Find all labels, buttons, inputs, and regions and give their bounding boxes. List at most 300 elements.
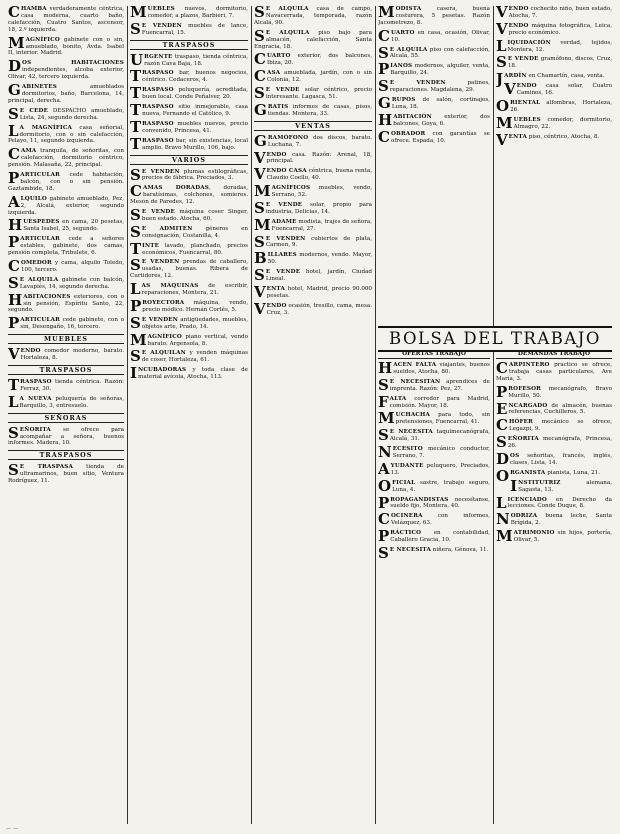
column-rule — [251, 6, 252, 824]
drop-cap: C — [496, 362, 508, 377]
ad-heading: E ALQUILA — [389, 46, 428, 53]
ad-heading: E VENDEN — [141, 259, 180, 266]
classified-ad — [254, 67, 372, 86]
ad-heading: ENTA — [508, 133, 528, 140]
ad-text: informes de casas, pisos, tiendas. Montera, 33. — [267, 103, 372, 117]
drop-cap: S — [254, 198, 265, 217]
drop-cap: S — [8, 273, 19, 292]
ad-text: exteriores, con o sin pensión, Espíritu Santo, 22, segundo. — [8, 293, 124, 314]
ad-text: dos discos, barato. Luchana, 7. — [267, 134, 372, 148]
drop-cap: S — [8, 423, 19, 442]
ad-heading: ODISTA — [395, 6, 422, 12]
ad-heading: AMA — [20, 148, 37, 155]
drop-cap: O — [496, 96, 510, 115]
ad-text: para todo, sin pretensiones, Fuencarral, 41. — [395, 412, 490, 426]
drop-cap: V — [496, 19, 508, 38]
ad-heading: E VENDEN — [141, 316, 179, 323]
classified-ad — [496, 96, 612, 115]
classified-ad — [496, 416, 612, 435]
ad-heading: E VENDE — [265, 87, 300, 94]
classified-ad — [130, 165, 248, 184]
ad-heading: AGNÍFICO — [25, 36, 60, 43]
classified-ad — [8, 392, 124, 411]
drop-cap: E — [496, 399, 508, 418]
drop-cap: G — [254, 100, 267, 119]
ad-text: de almacén, buenas referencias, Cuchilleros, 5. — [508, 402, 612, 416]
ad-text: bar, sin existencias, local amplio. Bravo Murillo, 106, bajo. — [142, 137, 248, 151]
ad-heading: RGANISTA — [510, 469, 546, 476]
ad-heading: E ALQUILA — [19, 276, 59, 283]
classified-ad — [8, 233, 124, 257]
drop-cap: S — [130, 313, 141, 332]
ad-heading: UEBLES — [147, 6, 175, 12]
drop-cap: C — [378, 26, 390, 45]
classified-ad — [130, 206, 248, 225]
ad-text: independientes, alcoba exterior, Olivar, 42, tercero izquierda. — [8, 67, 124, 81]
ad-heading: LQUILO — [20, 195, 47, 202]
ad-heading: RASPASO — [142, 70, 174, 77]
ad-heading: HAMBA — [20, 6, 47, 12]
drop-cap: S — [130, 222, 141, 241]
ad-heading: EÑORITA — [19, 426, 51, 433]
classified-ad — [378, 93, 490, 112]
drop-cap: S — [8, 461, 19, 480]
ad-text: exterior, dos balcones, Goya, 6. — [393, 113, 490, 127]
classified-ad — [378, 409, 490, 428]
classified-ad — [8, 345, 124, 364]
classified-ad — [8, 104, 124, 123]
drop-cap: V — [504, 80, 516, 99]
drop-cap: L — [8, 121, 19, 140]
ad-heading: ARTICULAR — [20, 236, 61, 243]
ad-heading: ARDÍN — [504, 73, 527, 80]
drop-cap: T — [130, 84, 142, 103]
ad-text: sastre, trabajo seguro, Luna, 4. — [392, 479, 490, 493]
drop-cap: C — [378, 127, 390, 146]
drop-cap: S — [496, 433, 507, 452]
classified-ad — [130, 67, 248, 86]
drop-cap: U — [130, 50, 144, 69]
drop-cap: M — [130, 330, 147, 349]
drop-cap: F — [378, 392, 389, 411]
ad-text: bar, buenos negocios, céntrico. Cedaceros, 4. — [142, 70, 248, 84]
classified-ad — [130, 117, 248, 136]
drop-cap: V — [496, 6, 508, 21]
ad-heading: ARTICULAR — [20, 317, 61, 324]
ad-heading: A MAGNÍFICA — [19, 124, 73, 131]
ad-heading: ABITACIÓN — [393, 113, 432, 120]
ad-heading: RASPASO — [142, 120, 174, 127]
drop-cap: S — [496, 53, 507, 72]
classified-ad — [8, 145, 124, 169]
ad-heading: RATIS — [267, 103, 289, 110]
classified-ad — [378, 375, 490, 394]
classified-ad — [378, 527, 490, 546]
drop-cap: P — [378, 527, 390, 546]
classified-ad — [130, 6, 248, 20]
ad-text: piso con calefacción, Alcalá, 55. — [389, 46, 490, 60]
drop-cap: H — [378, 110, 393, 129]
drop-cap: M — [254, 215, 271, 234]
classified-ad — [254, 198, 372, 217]
ad-text: patines, reparaciones. Magdalena, 29. — [389, 80, 490, 94]
demandas-heading: DEMANDAS TRABAJO — [496, 351, 612, 359]
section-heading: SEÑORAS — [8, 413, 124, 423]
ad-heading: ARPINTERO — [508, 362, 550, 368]
ad-text: alemana, Sagasta, 13. — [518, 479, 612, 493]
drop-cap: C — [496, 416, 508, 435]
drop-cap: V — [254, 283, 266, 301]
ad-text: piso, céntrico, Atocha, 8. — [527, 133, 600, 140]
classified-ad — [8, 216, 124, 235]
drop-cap: P — [496, 382, 508, 401]
classified-ad — [130, 19, 248, 38]
ad-text: máquina, vendo, precio módico. Hernán Cortés, 5. — [142, 300, 248, 313]
ad-text: comedor, dormitorio, Almagro, 22. — [513, 116, 612, 130]
ad-heading: E ALQUILA — [265, 6, 309, 12]
ad-heading: ASA — [266, 70, 281, 77]
ad-heading: UEBLES — [513, 116, 541, 123]
ad-heading: ICENCIADO — [507, 496, 547, 503]
ad-text: máquina fotográfica, Leica, precio económico. — [508, 22, 612, 36]
ad-text: gabinete amueblado, Pez, 2, Alcalá, exterior, segundo izquierda. — [8, 195, 124, 216]
ad-text: gramófono, discos, Cruz, 18. — [507, 56, 612, 70]
ad-text: solar, propio para industria, Delicias, 14. — [265, 201, 372, 215]
drop-cap: V — [8, 345, 20, 364]
ad-heading: ALTA — [389, 395, 407, 402]
classified-ad — [378, 110, 490, 129]
drop-cap: S — [254, 84, 265, 103]
classified-ad — [254, 215, 372, 234]
drop-cap: L — [496, 36, 507, 55]
ad-heading: NSTITUTRIZ — [518, 479, 561, 486]
classified-ad — [496, 130, 612, 149]
ad-text: peluquería de señoras, Barquillo, 3, entresuelo. — [19, 395, 124, 409]
ad-text: casa señorial, dormitorio, con o sin calefacción, Pelayo, 11, segundo izquierda. — [8, 124, 124, 145]
drop-cap: D — [8, 57, 22, 76]
classified-ad — [130, 256, 248, 280]
ad-heading: ENDO — [508, 6, 529, 12]
ad-heading: ABITACIONES — [23, 293, 71, 300]
drop-cap: S — [130, 19, 141, 38]
ad-text: taquimecanógrafa, Alcalá, 31. — [389, 429, 490, 443]
classified-ad — [378, 476, 490, 495]
classified-ad — [254, 299, 372, 318]
ad-text: muebles nuevos, precio convenido, Princesa, 41. — [142, 120, 248, 134]
ad-text: de salón, cortinajes, Luna, 18. — [391, 96, 490, 110]
ad-text: gabinete con o sin, amueblado, bonito, Avda. Isabel II, interior. Madrid. — [8, 36, 124, 57]
classified-ad — [130, 347, 248, 366]
classified-ad — [496, 19, 612, 38]
ad-heading: E NECESITA — [389, 546, 431, 553]
ad-heading: ENDO — [20, 348, 41, 355]
ad-text: en casa, ocasión, Olivar, 10. — [390, 29, 490, 43]
classified-ad — [8, 81, 124, 105]
ad-heading: OBRADOR — [390, 130, 426, 137]
ad-heading: E VENDEN — [265, 235, 306, 242]
classified-ad — [378, 127, 490, 146]
ad-text: antigüedades, muebles, objetos arte, Prado, 14. — [141, 316, 248, 330]
drop-cap: T — [130, 67, 142, 86]
ad-text: mecánico se ofrece, Legazpi, 9. — [508, 419, 612, 433]
drop-cap: S — [378, 375, 389, 394]
section-heading: VARIOS — [130, 155, 248, 165]
drop-cap: V — [496, 130, 508, 149]
drop-cap: M — [496, 527, 513, 546]
ad-heading: AGNÍFICO — [147, 333, 182, 340]
ad-heading: E NECESITA — [389, 429, 433, 436]
ad-heading: RUPOS — [391, 96, 416, 103]
ad-heading: E VENDE — [265, 201, 303, 208]
ad-heading: ILLARES — [267, 252, 297, 259]
ad-text: buena leche, Santa Brígida, 2. — [510, 513, 612, 527]
ad-text: muebles de lance, Fuencarral, 15. — [141, 22, 248, 36]
classified-ad — [254, 6, 372, 27]
ad-heading: RASPASO — [142, 104, 174, 111]
classified-ad — [8, 314, 124, 333]
ad-text: sitio inmejorable, casa nueva, Fernando el Católico, 9. — [142, 104, 248, 117]
column-5 — [496, 6, 612, 324]
ad-text: amueblados dormitorios, baño, Barcelona, 14, principal, derecha. — [8, 84, 124, 104]
classified-ad — [378, 43, 490, 62]
drop-cap: M — [130, 6, 147, 21]
ad-text: y toda clase de material avícola, Atocha, 113. — [138, 367, 248, 381]
ad-text: corredor para Madrid, comisión. Mayor, 18. — [389, 395, 490, 409]
classified-ad — [8, 192, 124, 217]
classified-ad — [254, 50, 372, 69]
ad-heading: RASPASO — [142, 87, 174, 94]
ad-text: piano vertical, vendo barato. Argensola, 8. — [147, 333, 248, 347]
ad-text: hotel, Madrid, precio 90.000 pesetas. — [266, 286, 372, 299]
classified-ad — [130, 297, 248, 315]
ad-heading: ROYECTORA — [142, 300, 185, 306]
classified-ad — [496, 433, 612, 452]
ad-heading: E VENDEN — [141, 22, 182, 29]
drop-cap: T — [130, 101, 142, 120]
ad-text: casa. Razón: Arenal, 18, principal. — [266, 151, 372, 165]
classified-ad — [254, 100, 372, 119]
drop-cap: B — [254, 249, 267, 268]
ad-text: modista, trajes de señora, Fuencarral, 27. — [271, 218, 372, 232]
classified-ad — [254, 283, 372, 301]
drop-cap: H — [378, 362, 393, 377]
classified-ad — [254, 26, 372, 51]
drop-cap: C — [130, 182, 142, 201]
classified-ad — [8, 375, 124, 394]
ad-heading: E ALQUILA — [265, 29, 310, 36]
ad-heading: RIENTAL — [510, 99, 541, 106]
drop-cap: P — [378, 60, 390, 79]
drop-cap: O — [496, 466, 510, 485]
drop-cap: M — [496, 113, 513, 132]
ad-text: traspaso, tienda céntrica, razón Cava Baja, 18. — [144, 53, 248, 67]
ad-text: tranquila, de señoritas, con calefacción, dormitorio céntrico, pensión. Malasaña, 22, principal. — [8, 148, 124, 169]
ad-text: muebles, vendo, Serrano, 52. — [271, 185, 372, 199]
ofertas-heading: OFERTAS TRABAJO — [378, 351, 490, 359]
drop-cap: D — [496, 449, 510, 468]
ad-heading: E ALQUILAN — [141, 350, 186, 357]
ad-text: peluquería, acreditada, buen local. Conde Peñalver, 20. — [142, 87, 248, 101]
classified-ad — [496, 80, 612, 99]
ad-heading: AS MÁQUINAS — [141, 283, 199, 290]
ad-text: casa solar, Cuatro Caminos, 16. — [516, 83, 612, 97]
ad-heading: E VENDEN — [141, 168, 180, 175]
ad-heading: ENDO — [266, 151, 287, 158]
drop-cap: I — [510, 476, 518, 495]
drop-cap: S — [378, 426, 389, 445]
drop-cap: S — [378, 543, 389, 562]
classified-ad — [496, 362, 612, 383]
ad-text: DESPACHO amueblado, Lista, 24, segundo derecha. — [19, 107, 124, 121]
classified-ad — [378, 426, 490, 445]
ad-heading: E VENDE — [141, 209, 175, 216]
classified-ad — [378, 493, 490, 512]
ad-heading: OCINERA — [390, 513, 423, 520]
ad-heading: E VENDE — [507, 56, 539, 63]
classified-ad — [130, 222, 248, 241]
ad-text: cubiertos de plata, Carmen, 9. — [265, 235, 372, 249]
drop-cap: P — [378, 493, 390, 512]
drop-cap: S — [8, 104, 19, 123]
ad-heading: A NUEVA — [19, 395, 52, 402]
ad-heading: ENTA — [266, 286, 286, 292]
ad-heading: RASPASO — [20, 378, 52, 385]
drop-cap: G — [254, 131, 267, 150]
ad-text: cede gabinete, con o sin, Desengaño, 16, tercero. — [20, 317, 124, 331]
ad-text: exterior, dos balcones, Ibiza, 20. — [266, 53, 372, 67]
drop-cap: N — [378, 443, 392, 462]
ad-text: en cama, 20 pesetas, Santa Isabel, 25, segundo. — [23, 219, 124, 233]
classified-ad — [8, 423, 124, 448]
drop-cap: V — [254, 165, 266, 184]
ad-text: sin hijos, portería, Olivar, 5. — [513, 530, 612, 544]
ad-heading: RASPASO — [142, 137, 174, 144]
classified-ad — [8, 6, 124, 34]
section-heading: TRASPASOS — [8, 450, 124, 460]
classified-ad — [8, 257, 124, 275]
classified-ad — [254, 84, 372, 103]
ad-heading: ABINETES — [21, 84, 57, 91]
page-footer-mark: — — — [6, 826, 19, 832]
ad-text: pianista, Luna, 21. — [545, 469, 601, 476]
drop-cap: S — [130, 256, 141, 275]
ad-heading: AMAS DORADAS — [142, 185, 210, 192]
drop-cap: C — [8, 145, 20, 164]
ad-text: con garantías se ofrece. Espada, 10. — [390, 130, 490, 144]
classified-ad — [496, 113, 612, 132]
classified-ad — [378, 26, 490, 45]
classified-ad — [378, 60, 490, 79]
ad-heading: ODRIZA — [510, 513, 538, 520]
ad-text: con informes, Velázquez, 63. — [390, 513, 490, 527]
classified-ad — [496, 510, 612, 529]
classified-ad — [378, 543, 490, 562]
ad-heading: E VENDE — [265, 269, 301, 276]
drop-cap: P — [130, 297, 142, 315]
section-heading: VENTAS — [254, 121, 372, 131]
classified-ad — [130, 134, 248, 153]
ad-text: en Derecho da lecciones. Conde Duque, 8. — [507, 496, 612, 510]
ad-heading: E NECESITAN — [389, 378, 441, 385]
ad-heading: ROPAGANDISTAS — [390, 496, 449, 503]
ad-text: práctico se ofrece, trabaja casas particulares, Ave María, 3. — [496, 362, 612, 382]
ad-text: mecanógrafa, Princesa, 26. — [507, 436, 612, 450]
ad-heading: UARTO — [390, 29, 415, 36]
ad-heading: ADAME — [271, 218, 297, 225]
classified-ad — [8, 57, 124, 81]
drop-cap: S — [130, 347, 141, 366]
section-heading: TRASPASOS — [130, 40, 248, 50]
drop-cap: M — [378, 409, 395, 428]
drop-cap: M — [254, 182, 271, 201]
drop-cap: M — [8, 33, 25, 52]
ad-heading: ACEN FALTA — [393, 362, 437, 368]
drop-cap: H — [8, 216, 23, 235]
drop-cap: S — [254, 26, 265, 45]
classified-ad — [8, 273, 124, 292]
drop-cap: L — [496, 493, 507, 512]
ad-text: solar céntrico, precio interesante. Lagasca, 51. — [265, 87, 372, 100]
classified-ad — [8, 461, 124, 485]
classified-ad — [254, 131, 372, 150]
classified-ad — [254, 165, 372, 184]
classified-ad — [130, 50, 248, 69]
drop-cap: T — [130, 134, 142, 153]
drop-cap: C — [254, 67, 266, 86]
ad-text: de escribir, reparaciones, Montera, 21. — [141, 283, 248, 297]
ad-text: cochecito niño, buen estado, Atocha, 7. — [508, 6, 612, 19]
drop-cap: T — [130, 117, 142, 136]
ad-text: casera, buena costurera, 5 pesetas. Razón Jacometrezo, 8. — [378, 6, 490, 26]
column-2 — [130, 6, 248, 824]
section-heading: MUEBLES — [8, 334, 124, 344]
ad-heading: INTE — [142, 242, 160, 249]
ad-text: géneros en consignación, Costanilla, 4. — [141, 225, 248, 239]
drop-cap: O — [378, 476, 392, 495]
ad-text: casa de campo, Navacerrada, temporada, razón Alcalá, 90. — [254, 6, 372, 26]
ad-heading: OS HABITACIONES — [22, 60, 124, 67]
classified-ad — [8, 290, 124, 315]
ad-text: modernos, vendo. Mayor, 50. — [267, 252, 372, 266]
ad-text: cede habitación, balcón, con o sin pensión. Gaztambide, 18. — [8, 172, 124, 192]
ad-heading: HÓFER — [508, 419, 533, 426]
classified-ad — [496, 527, 612, 546]
ad-text: lavado, planchado, precios económicos, Fuencarral, 80. — [142, 242, 248, 256]
ad-text: y venden máquinas de coser, Hortaleza, 61. — [141, 350, 248, 364]
classified-ad — [130, 84, 248, 103]
ad-heading: ENDO — [516, 83, 537, 90]
drop-cap: A — [8, 192, 20, 211]
classified-ad — [496, 476, 612, 495]
ad-text: en contabilidad, Caballero Gracia, 10. — [390, 530, 490, 544]
ad-text: alfombras, Hortaleza, 26. — [510, 99, 612, 113]
classified-ad — [254, 182, 372, 201]
newspaper-page — [8, 6, 612, 824]
ad-text: verdaderamente céntrica, casa moderna, cuarto baño, calefacción, Cuatro Santos, ascensor, 18, 2.º izquierda. — [8, 6, 124, 33]
ad-heading: IQUIDACIÓN — [507, 39, 551, 46]
classified-ad — [378, 6, 490, 27]
ad-text: niñera, Génova, 11. — [431, 546, 489, 553]
column-rule — [375, 6, 376, 824]
classified-ad — [130, 101, 248, 120]
classified-ad — [378, 459, 490, 478]
classified-ad — [130, 182, 248, 206]
ad-heading: ENDO — [508, 22, 529, 29]
ad-text: máquina coser Singer, buen estado. Atocha, 60. — [141, 209, 248, 222]
drop-cap: T — [8, 375, 20, 394]
ad-text: tienda de ultramarinos, buen sitio, Ventura Rodríguez, 11. — [8, 464, 124, 485]
classified-ad — [496, 449, 612, 468]
